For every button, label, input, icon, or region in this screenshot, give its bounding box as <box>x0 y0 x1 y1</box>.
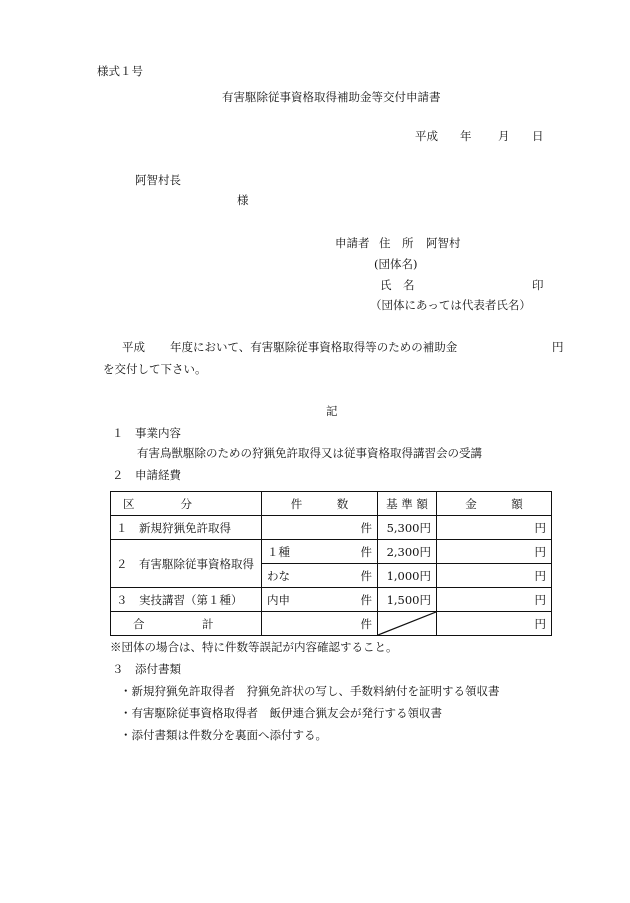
diagonal-slash <box>378 612 436 635</box>
row-category: ２ 有害駆除従事資格取得 <box>111 540 262 588</box>
row-rate: 1,500円 <box>378 588 437 612</box>
row-count: 件 <box>360 592 372 607</box>
section1-heading: １ 事業内容 <box>112 426 181 440</box>
document-title: 有害駆除従事資格取得補助金等交付申請書 <box>222 90 441 104</box>
table-row <box>111 516 552 540</box>
seal-mark: 印 <box>532 278 544 292</box>
address-value: 阿智村 <box>426 236 461 250</box>
row-count: 件 <box>360 544 372 559</box>
total-count: 件 <box>262 612 378 636</box>
total-label: 合 計 <box>111 612 262 636</box>
body-unit: 円 <box>552 340 564 354</box>
group-name-label: (団体名) <box>374 257 418 271</box>
total-rate-blank <box>378 612 437 636</box>
row-count: 件 <box>360 568 372 583</box>
section3-heading: ３ 添付書類 <box>112 662 181 676</box>
row-amount: 円 <box>437 540 552 564</box>
section1-content: 有害鳥獣駆除のための狩猟免許取得又は従事資格取得講習会の受講 <box>137 446 482 460</box>
attachment-item: ・新規狩猟免許取得者 狩猟免許状の写し、手数料納付を証明する領収書 <box>120 684 500 698</box>
total-amount: 円 <box>437 612 552 636</box>
date-era: 平成 <box>415 129 438 143</box>
table-row <box>111 588 552 612</box>
group-representative-note: （団体にあっては代表者氏名） <box>370 298 531 312</box>
address-label: 住 所 <box>379 236 414 250</box>
row-count-cell <box>262 564 378 588</box>
name-label: 氏 名 <box>380 278 415 292</box>
row-amount: 円 <box>437 516 552 540</box>
ki-heading: 記 <box>326 404 338 418</box>
header-rate: 基 準 額 <box>378 492 437 516</box>
header-amount: 金 額 <box>437 492 552 516</box>
row-count-cell <box>262 540 378 564</box>
row-subtype: １種 <box>267 544 290 559</box>
table-row <box>111 540 552 564</box>
row-count-cell <box>262 588 378 612</box>
body-line2: を交付して下さい。 <box>103 362 207 376</box>
row-rate: 1,000円 <box>378 564 437 588</box>
group-note: ※団体の場合は、特に件数等誤記が内容確認すること。 <box>110 640 398 654</box>
table-total-row <box>111 612 552 636</box>
attachment-item: ・有害駆除従事資格取得者 飯伊連合猟友会が発行する領収書 <box>120 706 442 720</box>
header-count: 件 数 <box>262 492 378 516</box>
row-subtype: わな <box>267 568 290 583</box>
body-era: 平成 <box>122 340 145 354</box>
body-line1: 年度において、有害駆除従事資格取得等のための補助金 <box>170 340 458 354</box>
row-category: ３ 実技講習（第１種） <box>111 588 262 612</box>
expense-table <box>110 491 552 636</box>
header-category: 区 分 <box>111 492 262 516</box>
row-subtype: 内申 <box>267 592 290 607</box>
date-day: 日 <box>532 129 544 143</box>
date-month: 月 <box>498 129 510 143</box>
row-category: １ 新規狩猟免許取得 <box>111 516 262 540</box>
table-header-row <box>111 492 552 516</box>
applicant-label: 申請者 <box>335 236 370 250</box>
addressee-honorific: 様 <box>237 193 249 207</box>
row-rate: 5,300円 <box>378 516 437 540</box>
form-number: 様式１号 <box>97 64 143 78</box>
section2-heading: ２ 申請経費 <box>112 468 181 482</box>
row-count: 件 <box>262 516 378 540</box>
attachment-item: ・添付書類は件数分を裏面へ添付する。 <box>120 728 327 742</box>
row-amount: 円 <box>437 588 552 612</box>
addressee-name: 阿智村長 <box>135 173 181 187</box>
row-rate: 2,300円 <box>378 540 437 564</box>
row-amount: 円 <box>437 564 552 588</box>
date-year: 年 <box>460 129 472 143</box>
